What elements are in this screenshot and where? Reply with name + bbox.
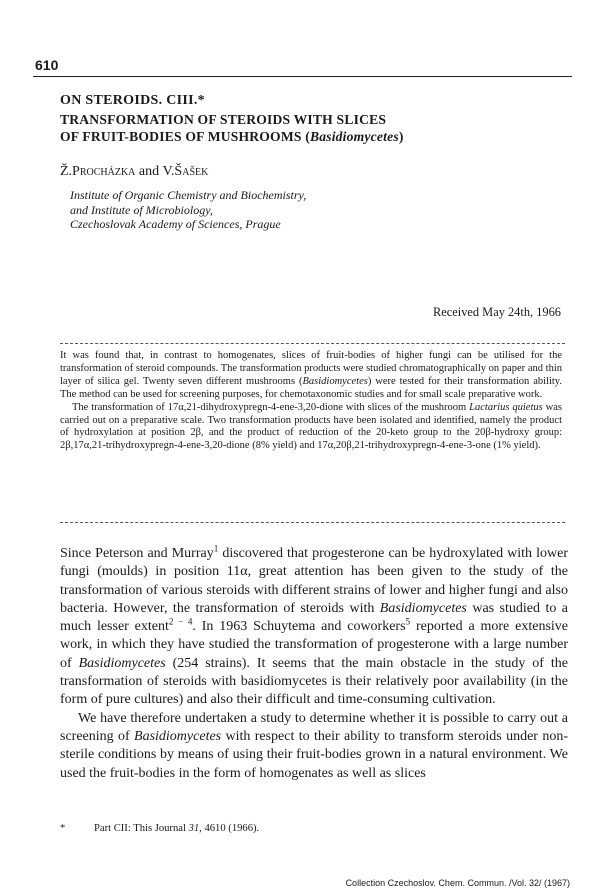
footnote-text-a: Part CII: This Journal — [94, 823, 189, 834]
body-p1-text-c: was studied to a much lesser extent — [60, 600, 568, 635]
body-paragraph-1 — [60, 545, 568, 710]
footnote — [60, 823, 259, 834]
reference-marker: 5 — [405, 616, 411, 627]
body-p1-text-e: reported a more extensive work, in which they have studied the transformation of progesterone with a large number of — [60, 619, 568, 671]
body-p1-text-f: (254 strains). It seems that the main obstacle in the study of the transformation of steroids with basidiomycetes is their relatively poor availability (in the form of pure cultures) and also their difficult and time-consuming cultivation. — [60, 655, 568, 708]
journal-footer: Collection Czechoslov. Chem. Commun. /Vol. 32/ (1967) — [345, 878, 570, 888]
title-line-2 — [60, 128, 560, 145]
abstract-p2-text-a: The transformation of 17α,21-dihydroxypregn-4-ene-3,20-dione with slices of the mushroom — [72, 401, 470, 413]
abstract-paragraph-1 — [60, 350, 562, 402]
article-title — [60, 111, 560, 145]
author-conjunction: and — [138, 164, 160, 179]
abstract — [60, 350, 562, 453]
abstract-p2-text-b: was carried out on a preparative scale. Two transformation products have been isolated and identified, namely the product of hydroxylation at position 2β, and the product of reduction of the 20-keto group to the 20β-hydroxy group: 2β,17α,21-trihydroxypregn-4-ene-3,20-dione (8% yield) and 17α,20β,21-trihydroxypregn-4-ene-3-one (1% yield). — [60, 401, 562, 452]
abstract-p1-text-b: ) were tested for their transformation ability. The method can be used for screening purposes, for chemotaxonomic studies and for small scale preparative work. — [60, 375, 562, 400]
title-line-1: TRANSFORMATION OF STEROIDS WITH SLICES — [60, 112, 387, 127]
page-number: 610 — [35, 57, 59, 73]
reference-marker: 2 − 4 — [168, 616, 193, 627]
abstract-top-rule — [60, 343, 565, 344]
body-p2-text-a: We have therefore undertaken a study to determine whether it is possible to carry out a screening of — [60, 710, 568, 744]
title-line-2-suffix: ) — [398, 129, 404, 144]
affiliation-line-1: Institute of Organic Chemistry and Biochemistry, — [70, 188, 307, 202]
body-paragraph-2 — [60, 710, 568, 783]
body-text — [60, 545, 568, 783]
authors — [60, 164, 208, 180]
author-2: V.Šašek — [162, 164, 209, 179]
received-date: Received May 24th, 1966 — [432, 305, 561, 319]
footnote-volume: 31 — [188, 823, 200, 834]
abstract-p1-taxon: Basidiomycetes — [302, 375, 368, 387]
body-p1-text-a: Since Peterson and Murray — [60, 546, 214, 561]
title-taxon: Basidiomycetes — [309, 129, 399, 144]
title-line-2-prefix: OF FRUIT-BODIES OF MUSHROOMS ( — [60, 129, 310, 144]
footnote-text-b: , 4610 (1966). — [199, 823, 260, 834]
abstract-p1-text-a: It was found that, in contrast to homogenates, slices of fruit-bodies of higher fungi can be utilised for the transformation of steroid compounds. The transformation products were studied chromatographically on paper and thin layer of silica gel. Twenty seven different mushrooms ( — [60, 350, 562, 387]
body-p2-taxon: Basidiomycetes — [134, 728, 222, 744]
body-p1-taxon-2: Basidiomycetes — [78, 655, 166, 671]
body-p2-text-b: with respect to their ability to transform steroids under non-sterile conditions by means of using their fruit-bodies grown in a natural environment. We used the fruit-bodies in the form of homogenates as well as slices — [60, 728, 568, 781]
footnote-mark: * — [60, 823, 66, 834]
abstract-p2-species: Lactarius quietus — [469, 401, 543, 413]
abstract-paragraph-2 — [60, 402, 562, 454]
series-title: ON STEROIDS. CIII.* — [60, 93, 205, 108]
affiliation — [70, 188, 306, 232]
body-p1-taxon-1: Basidiomycetes — [379, 600, 467, 616]
affiliation-line-2: and Institute of Microbiology, — [70, 202, 213, 217]
reference-marker: 1 — [213, 543, 219, 554]
body-p1-text-d: . In 1963 Schuytema and coworkers — [192, 619, 406, 635]
abstract-bottom-rule — [60, 522, 565, 523]
header-rule — [33, 76, 572, 77]
affiliation-line-3: Czechoslovak Academy of Sciences, Prague — [70, 217, 281, 232]
author-1: Ž.Procházka — [60, 164, 136, 179]
body-p1-text-b: discovered that progesterone can be hydroxylated with lower fungi (moulds) in position 11α, great attention has been given to the study of the transformation of various steroids with different strains of lower and higher fungi and also bacteria. However, the transformation of steroids with — [60, 546, 568, 616]
